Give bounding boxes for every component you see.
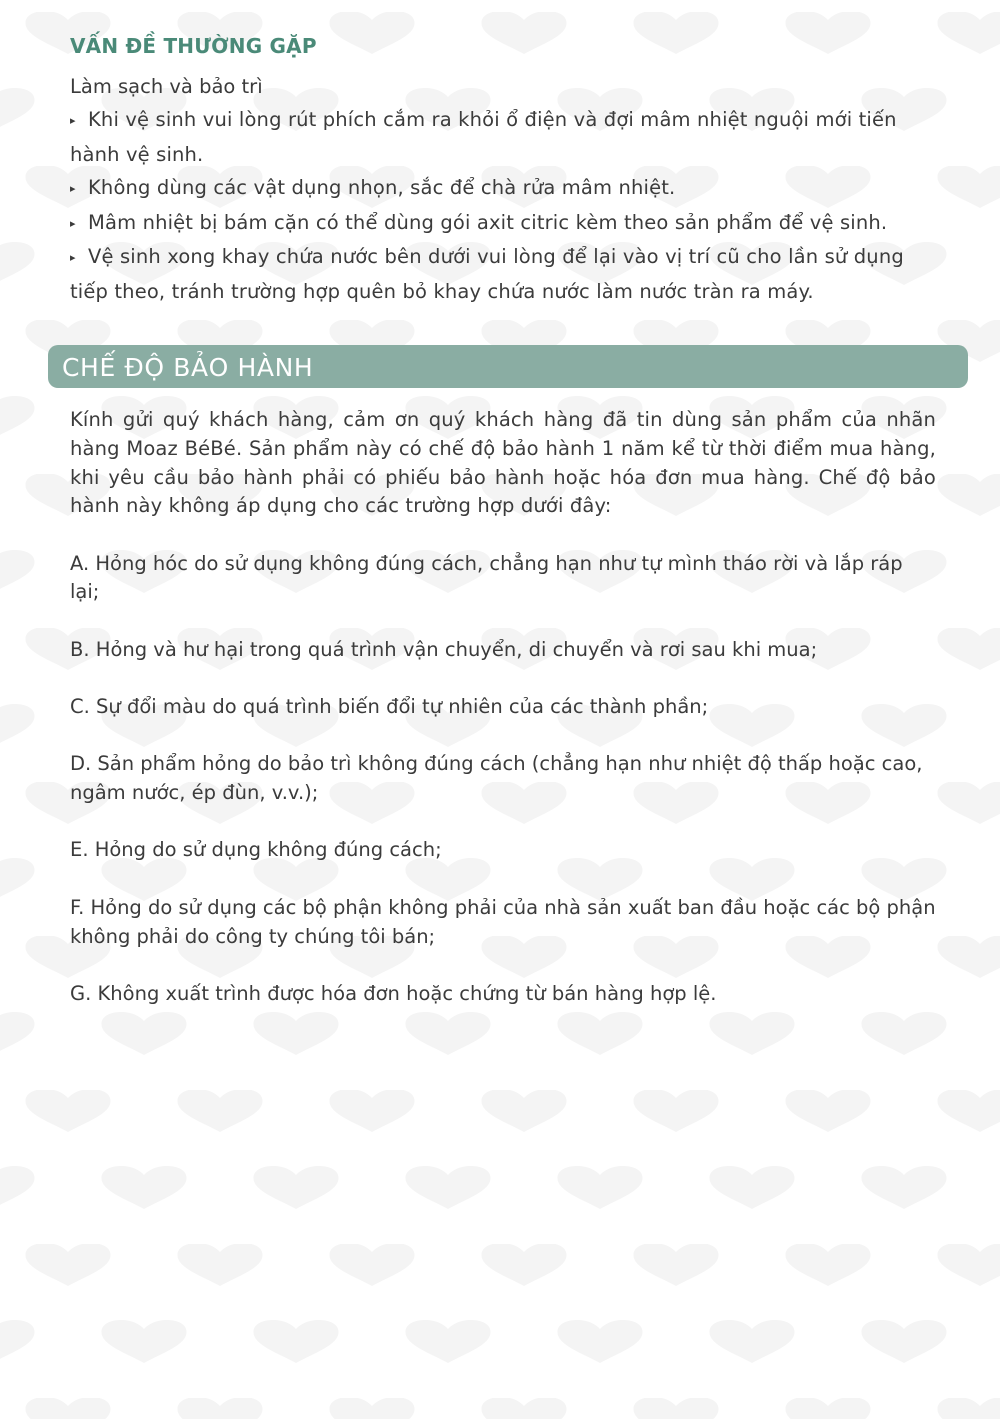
triangle-bullet-icon: ▸ xyxy=(70,216,76,230)
triangle-bullet-icon: ▸ xyxy=(70,182,76,195)
maintenance-item-text: Mâm nhiệt bị bám cặn có thể dùng gói axit citric kèm theo sản phẩm để vệ sinh. xyxy=(88,210,888,234)
warranty-heading: CHẾ ĐỘ BẢO HÀNH xyxy=(62,353,314,382)
triangle-bullet-icon: ▸ xyxy=(70,251,76,264)
maintenance-item xyxy=(70,206,948,241)
maintenance-item-text: Vệ sinh xong khay chứa nước bên dưới vui lòng để lại vào vị trí cũ cho lần sử dụng tiếp theo, tránh trường hợp quên bỏ khay chứa nước làm nước tràn ra máy. xyxy=(70,245,904,303)
maintenance-item xyxy=(70,103,948,171)
maintenance-list xyxy=(70,103,948,308)
maintenance-item-text: Khi vệ sinh vui lòng rút phích cắm ra khỏi ổ điện và đợi mâm nhiệt nguội mới tiến hành vệ sinh. xyxy=(70,108,897,166)
warranty-body xyxy=(70,406,936,1037)
warranty-exclusion: E. Hỏng do sử dụng không đúng cách; xyxy=(70,838,442,862)
warranty-exclusion: G. Không xuất trình được hóa đơn hoặc chứng từ bán hàng hợp lệ. xyxy=(70,981,717,1005)
warranty-exclusion: C. Sự đổi màu do quá trình biến đổi tự nhiên của các thành phần; xyxy=(70,695,709,719)
warranty-intro: Kính gửi quý khách hàng, cảm ơn quý khách hàng đã tin dùng sản phẩm của nhãn hàng Moaz BéBé. Sản phẩm này có chế độ bảo hành 1 năm kể từ thời điểm mua hàng, khi yêu cầu bảo hành phải có phiếu bảo hành hoặc hóa đơn mua hàng. Chế độ bảo hành này không áp dụng cho các trường hợp dưới đây: xyxy=(70,408,936,518)
maintenance-subheading: Làm sạch và bảo trì xyxy=(70,75,263,98)
triangle-bullet-icon: ▸ xyxy=(70,114,76,127)
maintenance-item xyxy=(70,171,948,206)
issues-heading: VẤN ĐỀ THƯỜNG GẶP xyxy=(70,34,317,58)
warranty-exclusion: D. Sản phẩm hỏng do bảo trì không đúng cách (chẳng hạn như nhiệt độ thấp hoặc cao, ngâm nước, ép đùn, v.v.); xyxy=(70,752,923,805)
warranty-section-header xyxy=(48,345,968,388)
maintenance-item-text: Không dùng các vật dụng nhọn, sắc để chà rửa mâm nhiệt. xyxy=(88,176,676,199)
warranty-exclusion: B. Hỏng và hư hại trong quá trình vận chuyển, di chuyển và rơi sau khi mua; xyxy=(70,637,818,661)
maintenance-item xyxy=(70,240,948,308)
warranty-exclusion: A. Hỏng hóc do sử dụng không đúng cách, chẳng hạn như tự mình tháo rời và lắp ráp lại; xyxy=(70,551,903,604)
warranty-exclusion: F. Hỏng do sử dụng các bộ phận không phải của nhà sản xuất ban đầu hoặc các bộ phận không phải do công ty chúng tôi bán; xyxy=(70,895,936,948)
